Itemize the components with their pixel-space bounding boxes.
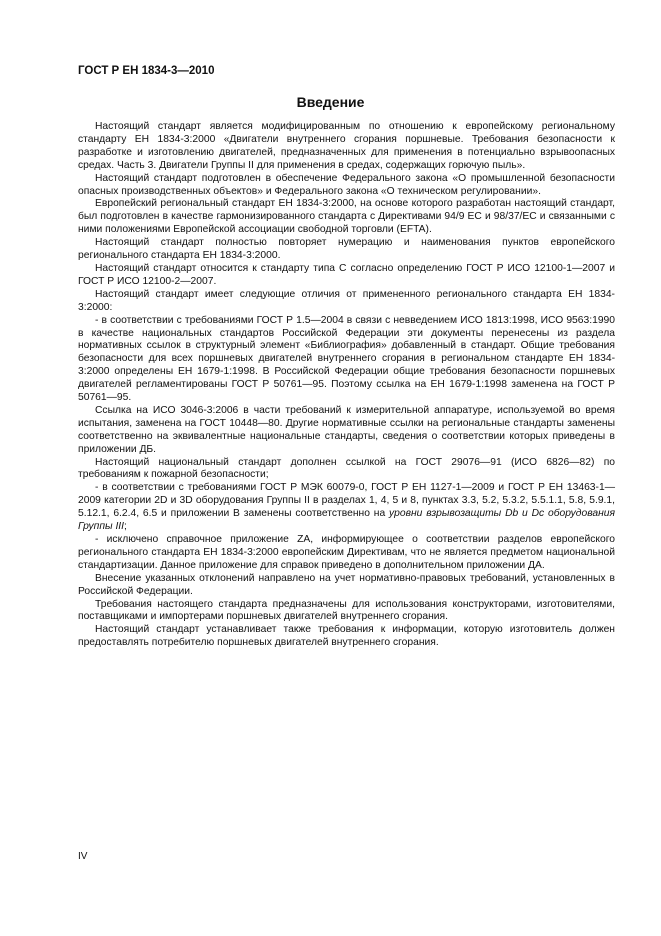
- paragraph: Настоящий стандарт относится к стандарту типа С согласно определению ГОСТ Р ИСО 12100-1—2007 и ГОСТ Р ИСО 12100-2—2007.: [78, 262, 615, 287]
- paragraph: Ссылка на ИСО 3046-3:2006 в части требований к измерительной аппаратуре, используемой во время испытания, заменена на ГОСТ 10448—80. Другие нормативные ссылки на региональные стандарты заменены соответственно на эквивалентные национальные стандарты, сведения о соответствии которых приведены в приложении ДБ.: [78, 404, 615, 455]
- document-header: ГОСТ Р ЕН 1834-3—2010: [78, 65, 215, 77]
- paragraph: - исключено справочное приложение ZA, информирующее о соответствии разделов европейского регионального стандарта ЕН 1834-3:2000 европейским Директивам, что не является предметом национальной стандартизации. Данное приложение для справок приведено в дополнительном приложении ДА.: [78, 534, 615, 571]
- paragraph: Настоящий стандарт имеет следующие отличия от примененного регионального стандарта ЕН 1834-3:2000:: [78, 288, 615, 313]
- paragraph: - в соответствии с требованиями ГОСТ Р 1.5—2004 в связи с невведением ИСО 1813:1998, ИСО 9563:1990 в качестве национальных стандартов Российской Федерации эти документы перенесены из раздела нормативных ссылок в структурный элемент «Библиография» добавленный в стандарт. Общие требования безопасности для всех поршневых двигателей внутреннего сгорания в региональном стандарте ЕН 1834-3:2000 определены ЕН 1679-1:1998. В Российской Федерации общие требования безопасности поршневых двигателей регламентированы ГОСТ Р 50761—95. Поэтому ссылка на ЕН 1679-1:1998 заменена на ГОСТ Р 50761—95.: [78, 314, 615, 404]
- document-body: [78, 121, 615, 650]
- paragraph: Внесение указанных отклонений направлено на учет нормативно-правовых требований, установленных в Российской Федерации.: [78, 572, 615, 597]
- paragraph: [78, 482, 615, 534]
- paragraph-end: ;: [124, 521, 127, 533]
- page-number: IV: [78, 851, 88, 862]
- paragraph: Настоящий стандарт является модифицированным по отношению к европейскому региональному стандарту ЕН 1834-3:2000 «Двигатели внутреннего сгорания поршневые. Требования безопасности к разработке и изготовлению двигателей, предназначенных для применения в потенциально взрывоопасных средах. Часть 3. Двигатели Группы II для применения в средах, содержащих горючую пыль».: [78, 121, 615, 171]
- paragraph: Настоящий национальный стандарт дополнен ссылкой на ГОСТ 29076—91 (ИСО 6826—82) по требованиям к пожарной безопасности;: [78, 456, 615, 481]
- paragraph: Европейский региональный стандарт ЕН 1834-3:2000, на основе которого разработан настоящий стандарт, был подготовлен в качестве гармонизированного стандарта с Директивами 94/9 ЕС и 98/37/ЕС и связанными с ними положениями Европейской ассоциации свободной торговли (EFTA).: [78, 198, 615, 236]
- paragraph: Настоящий стандарт подготовлен в обеспечение Федерального закона «О промышленной безопасности опасных производственных объектов» и Федерального закона «О техническом регулировании».: [78, 172, 615, 197]
- section-title: Введение: [296, 94, 365, 110]
- paragraph: Требования настоящего стандарта предназначены для использования конструкторами, изготовителями, поставщиками и импортерами поршневых двигателей внутреннего сгорания.: [78, 598, 615, 623]
- italic-text: уровни взрывозащиты Db и Dc оборудования Группы III: [78, 508, 615, 533]
- paragraph-text: - в соответствии с требованиями ГОСТ Р МЭК 60079-0, ГОСТ Р ЕН 1127-1—2009 и ГОСТ Р ЕН 13463-1—2009 категории 2D и 3D оборудования Группы II в разделах 1, 4, 5 и 8, пунктах 3.3, 5.2, 5.3.2, 5.5.1.1, 5.8, 5.9.1, 5.12.1, 6.2.4, 6.5 и приложении В заменены соответственно на: [78, 482, 615, 520]
- paragraph: Настоящий стандарт устанавливает также требования к информации, которую изготовитель должен предоставлять потребителю поршневых двигателей внутреннего сгорания.: [78, 624, 615, 649]
- paragraph: Настоящий стандарт полностью повторяет нумерацию и наименования пунктов европейского регионального стандарта ЕН 1834-3:2000.: [78, 237, 615, 262]
